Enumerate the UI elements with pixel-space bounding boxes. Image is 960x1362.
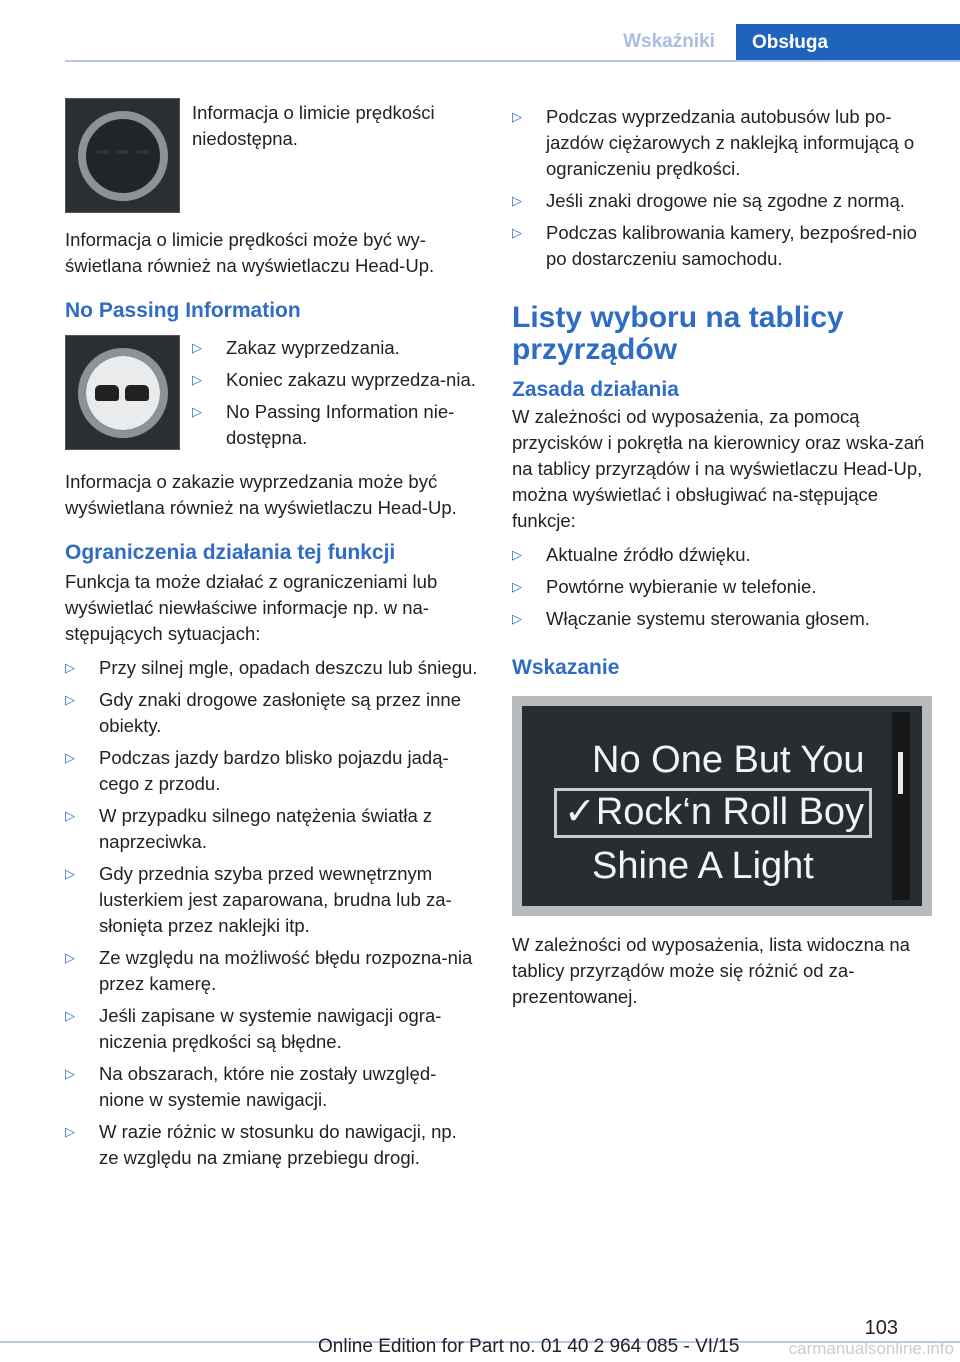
- speed-limit-unavailable-text: Informacja o limicie prędkości niedostępna.: [192, 102, 435, 149]
- limits-heading: Ograniczenia działania tej funkcji: [65, 541, 396, 564]
- list-item: ▷ Podczas jazdy bardzo blisko pojazdu jadą-cego z przodu.: [65, 747, 449, 794]
- list-item: ▷ Podczas wyprzedzania autobusów lub po-jazdów ciężarowych z naklejką informującą o ograniczeniu prędkości.: [512, 106, 915, 179]
- menu-row-3: Shine A Light: [592, 845, 814, 887]
- triangle-bullet-icon: ▷: [512, 193, 522, 208]
- hud-passing-paragraph: Informacja o zakazie wyprzedzania może być wyświetlana również na wyświetlaczu Head-Up.: [65, 471, 457, 518]
- list-item: ▷ Włączanie systemu sterowania głosem.: [512, 606, 932, 632]
- selection-list-image: [512, 696, 932, 916]
- list-item: ▷ Aktualne źródło dźwięku.: [512, 542, 932, 568]
- triangle-bullet-icon: ▷: [65, 866, 75, 881]
- limits-intro: Funkcja ta może działać z ograniczeniami lub wyświetlać niewłaściwe informacje np. w na-stępujących sytuacjach:: [65, 571, 438, 644]
- no-passing-image: [65, 335, 180, 450]
- triangle-bullet-icon: ▷: [65, 660, 75, 675]
- list-item: ▷ Jeśli znaki drogowe nie są zgodne z normą.: [512, 188, 932, 214]
- triangle-bullet-icon: ▷: [65, 808, 75, 823]
- header-tab-indicators[interactable]: Wskaźniki: [623, 31, 715, 52]
- no-limit-sign-icon: [78, 111, 168, 201]
- triangle-bullet-icon: ▷: [192, 372, 202, 387]
- principle-list: [512, 542, 932, 632]
- list-item: ▷ Gdy znaki drogowe zasłonięte są przez inne obiekty.: [65, 689, 461, 736]
- page-number: 103: [864, 1317, 898, 1339]
- principle-text: W zależności od wyposażenia, za pomocą przycisków i pokrętła na kierownicy oraz wska-zań na tablicy przyrządów i na wyświetlaczu Head-Up, można wyświetlać i obsługiwać na-stępujące funkcje:: [512, 406, 925, 531]
- limits-list: [65, 655, 478, 1171]
- list-item: ▷ W przypadku silnego natężenia światła z naprzeciwka.: [65, 805, 433, 852]
- list-item: ▷ No Passing Information nie-dostępna.: [192, 401, 455, 448]
- list-item: ▷ Przy silnej mgle, opadach deszczu lub śniegu.: [65, 655, 478, 681]
- left-column: [65, 98, 478, 1177]
- list-item: ▷ W razie różnic w stosunku do nawigacji, np. ze względu na zmianę przebiegu drogi.: [65, 1121, 457, 1168]
- no-passing-heading: No Passing Information: [65, 299, 301, 322]
- triangle-bullet-icon: ▷: [65, 750, 75, 765]
- list-item: ▷ Powtórne wybieranie w telefonie.: [512, 574, 932, 600]
- triangle-bullet-icon: ▷: [512, 547, 522, 562]
- display-text: W zależności od wyposażenia, lista widoczna na tablicy przyrządów może się różnić od za-prezentowanej.: [512, 934, 910, 1007]
- principle-heading: Zasada działania: [512, 378, 679, 401]
- section-heading: Listy wyboru na tablicy przyrządów: [512, 301, 844, 366]
- list-item: ▷ Ze względu na możliwość błędu rozpozna-nia przez kamerę.: [65, 947, 473, 994]
- edition-text: Online Edition for Part no. 01 40 2 964 085 - VI/15: [318, 1336, 740, 1357]
- triangle-bullet-icon: ▷: [192, 404, 202, 419]
- triangle-bullet-icon: ▷: [512, 611, 522, 626]
- no-passing-list: [192, 335, 478, 457]
- menu-row-1: No One But You: [592, 739, 865, 781]
- no-passing-sign-icon: [78, 348, 168, 438]
- limits-list-continued: [512, 104, 932, 272]
- right-column: [512, 98, 932, 1010]
- list-item: ▷ Koniec zakazu wyprzedza-nia.: [192, 367, 478, 393]
- header-rule: [65, 60, 960, 62]
- menu-scrollbar: [892, 712, 910, 900]
- triangle-bullet-icon: ▷: [65, 1008, 75, 1023]
- triangle-bullet-icon: ▷: [512, 225, 522, 240]
- triangle-bullet-icon: ▷: [512, 579, 522, 594]
- list-item: ▷ Gdy przednia szyba przed wewnętrznym lusterkiem jest zaparowana, brudna lub za-słonięta przez naklejki itp.: [65, 863, 452, 936]
- triangle-bullet-icon: ▷: [65, 692, 75, 707]
- triangle-bullet-icon: ▷: [65, 950, 75, 965]
- list-item: ▷ Jeśli zapisane w systemie nawigacji ogra-niczenia prędkości są błędne.: [65, 1005, 442, 1052]
- header-tab-operation[interactable]: Obsługa: [736, 24, 960, 62]
- list-item: ▷ Podczas kalibrowania kamery, bezpośred-nio po dostarczeniu samochodu.: [512, 222, 917, 269]
- display-heading: Wskazanie: [512, 656, 620, 679]
- triangle-bullet-icon: ▷: [65, 1124, 75, 1139]
- list-item: ▷ Na obszarach, które nie zostały uwzględ-nione w systemie nawigacji.: [65, 1063, 437, 1110]
- triangle-bullet-icon: ▷: [192, 340, 202, 355]
- menu-row-2: ✓Rock‘n Roll Boy: [564, 791, 865, 833]
- no-passing-block: [65, 335, 478, 457]
- speed-limit-unavailable-block: [65, 98, 478, 213]
- hud-speed-paragraph: Informacja o limicie prędkości może być wy-świetlana również na wyświetlaczu Head-Up.: [65, 229, 435, 276]
- triangle-bullet-icon: ▷: [65, 1066, 75, 1081]
- watermark: carmanualsonline.info: [788, 1339, 954, 1358]
- list-item: ▷ Zakaz wyprzedzania.: [192, 335, 478, 361]
- triangle-bullet-icon: ▷: [512, 109, 522, 124]
- speed-limit-unavailable-image: [65, 98, 180, 213]
